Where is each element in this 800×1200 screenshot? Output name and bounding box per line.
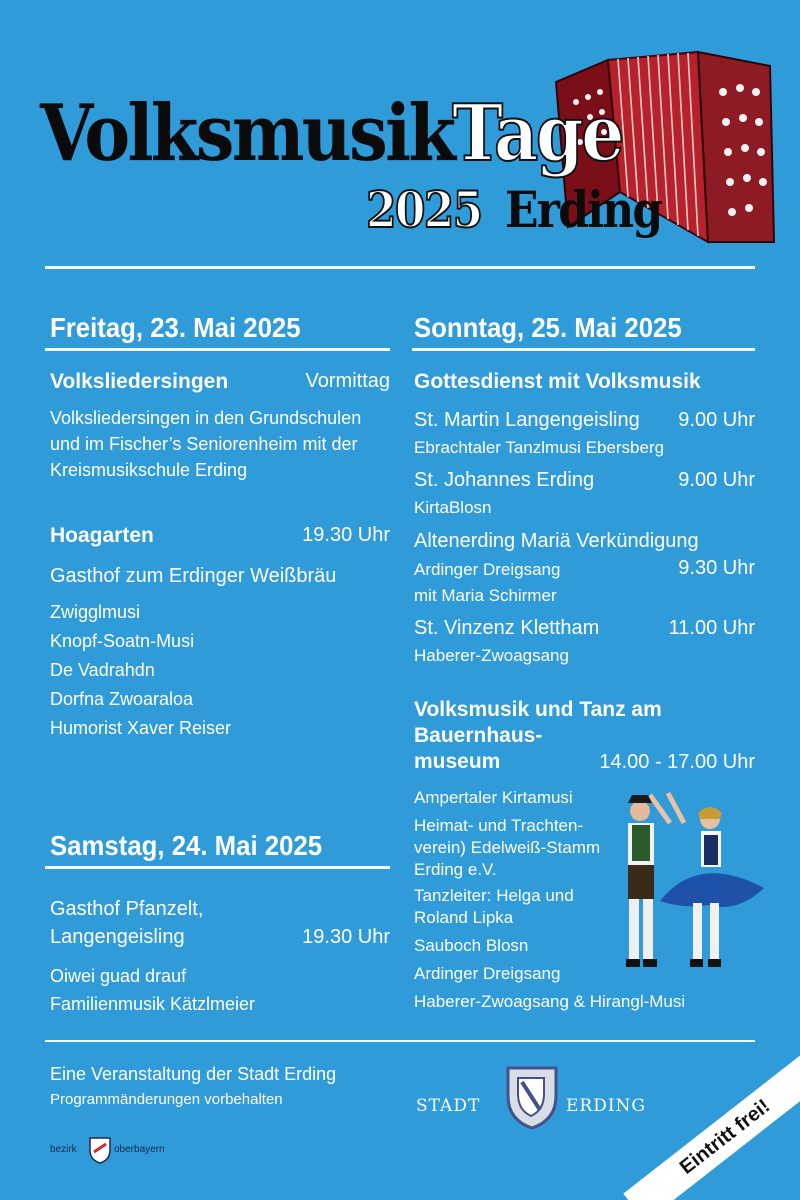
friday-performer-list xyxy=(50,598,231,743)
dance-performer-9: Haberer-Zwoagsang & Hirangl-Musi xyxy=(414,992,686,1011)
dance-title-line3: museum xyxy=(414,750,501,773)
friday-event1-desc-1: Volksliedersingen in den Grundschulen xyxy=(50,408,362,428)
stadt-erding-logo xyxy=(416,1064,652,1136)
friday-event1-time: Vormittag xyxy=(305,370,390,392)
title-year: 2025 xyxy=(366,180,482,239)
service-time-4: 11.00 Uhr xyxy=(668,617,755,639)
dance-performer-2: Heimat- und Trachten- xyxy=(414,816,584,835)
list-item: Humorist Xaver Reiser xyxy=(50,718,232,738)
saturday-time: 19.30 Uhr xyxy=(302,926,390,948)
friday-event1-desc-2: und im Fischer’s Seniorenheim mit der xyxy=(50,434,358,454)
sunday-underline xyxy=(412,348,755,351)
sunday-service-title: Gottesdienst mit Volksmusik xyxy=(414,370,701,393)
friday-event1-desc-3: Kreismusikschule Erding xyxy=(50,460,248,480)
dance-title-line1: Volksmusik und Tanz am xyxy=(414,698,662,721)
service-music-4: Haberer-Zwoagsang xyxy=(414,646,569,665)
friday-underline xyxy=(45,348,390,351)
bezirk-oberbayern-logo xyxy=(50,1136,180,1164)
stadt-label: STADT xyxy=(416,1096,481,1116)
friday-heading: Freitag, 23. Mai 2025 xyxy=(50,312,301,343)
list-item: De Vadrahdn xyxy=(50,660,155,680)
bezirk-label: bezirk xyxy=(50,1144,77,1155)
stadt-erding-crest xyxy=(504,1064,560,1130)
saturday-underline xyxy=(45,866,390,869)
service-place-1: St. Martin Langengeisling xyxy=(414,409,640,431)
friday-event2-title: Hoagarten xyxy=(50,524,154,547)
footer-divider xyxy=(45,1040,755,1042)
service-time-2: 9.00 Uhr xyxy=(678,469,755,491)
dance-time: 14.00 - 17.00 Uhr xyxy=(599,751,755,773)
friday-event2-venue: Gasthof zum Erdinger Weißbräu xyxy=(50,565,337,587)
dance-title-line2: Bauernhaus- xyxy=(414,724,543,747)
dance-performer-7: Sauboch Blosn xyxy=(414,936,529,955)
title-volksmusik: Volksmusik xyxy=(40,88,454,179)
organizer-text: Eine Veranstaltung der Stadt Erding xyxy=(50,1064,337,1084)
service-music-1: Ebrachtaler Tanzlmusi Ebersberg xyxy=(414,438,665,457)
list-item: Zwigglmusi xyxy=(50,602,141,622)
dancing-couple-illustration xyxy=(598,783,768,993)
list-item: Knopf-Soatn-Musi xyxy=(50,631,195,651)
service-music-3b: mit Maria Schirmer xyxy=(414,586,557,605)
erding-label: ERDING xyxy=(566,1096,647,1116)
saturday-performer-2: Familienmusik Kätzlmeier xyxy=(50,994,256,1014)
dance-performer-8: Ardinger Dreigsang xyxy=(414,964,561,983)
dance-performer-1: Ampertaler Kirtamusi xyxy=(414,788,573,807)
disclaimer-text: Programmänderungen vorbehalten xyxy=(50,1091,283,1108)
dance-performer-5: Tanzleiter: Helga und xyxy=(414,886,574,905)
title-city: Erding xyxy=(505,180,662,239)
sunday-heading: Sonntag, 25. Mai 2025 xyxy=(414,312,682,343)
header-divider xyxy=(45,266,755,269)
friday-event1-title: Volksliedersingen xyxy=(50,370,229,393)
title-tage: Tage xyxy=(452,88,623,179)
oberbayern-label: oberbayern xyxy=(114,1144,165,1155)
saturday-heading: Samstag, 24. Mai 2025 xyxy=(50,830,323,861)
service-time-3: 9.30 Uhr xyxy=(678,557,755,579)
service-music-3: Ardinger Dreigsang xyxy=(414,560,561,579)
dance-performer-3: verein) Edelweiß-Stamm xyxy=(414,838,601,857)
list-item: Dorfna Zwoaraloa xyxy=(50,689,194,709)
dance-performer-6: Roland Lipka xyxy=(414,908,514,927)
friday-event2-time: 19.30 Uhr xyxy=(302,524,390,546)
bezirk-emblem-icon xyxy=(88,1136,112,1164)
service-music-2: KirtaBlosn xyxy=(414,498,492,517)
service-place-3: Altenerding Mariä Verkündigung xyxy=(414,530,699,552)
saturday-venue-line1: Gasthof Pfanzelt, xyxy=(50,898,204,920)
service-time-1: 9.00 Uhr xyxy=(678,409,755,431)
saturday-venue-line2: Langengeisling xyxy=(50,926,185,948)
dance-performer-4: Erding e.V. xyxy=(414,860,497,879)
free-entry-text: Eintritt frei! xyxy=(623,1052,800,1200)
service-place-2: St. Johannes Erding xyxy=(414,469,595,491)
service-place-4: St. Vinzenz Klettham xyxy=(414,617,600,639)
saturday-performer-1: Oiwei guad drauf xyxy=(50,966,187,986)
